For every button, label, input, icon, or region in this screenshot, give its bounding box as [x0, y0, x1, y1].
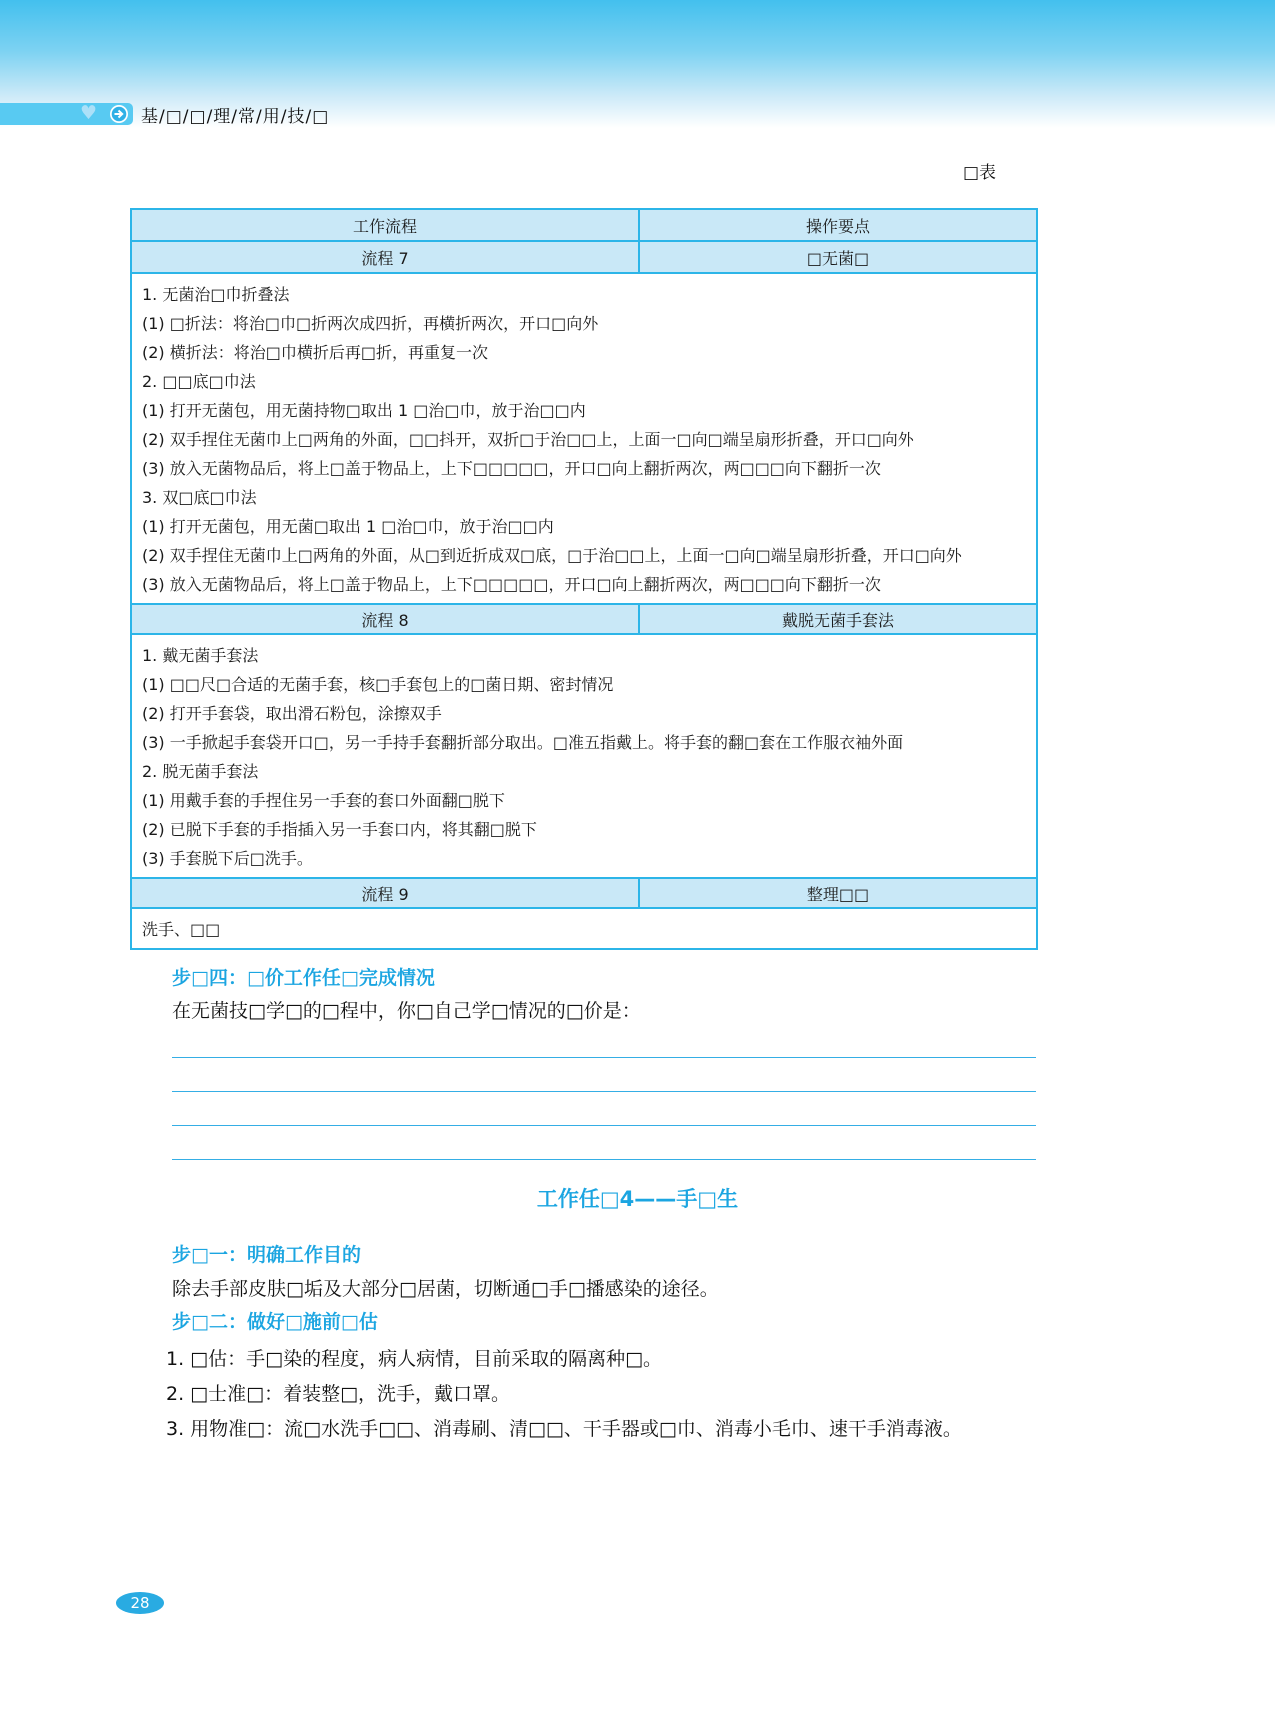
chapter-breadcrumb: 基/□/□/理/常/用/技/□ [141, 107, 330, 127]
table-line: (3) 放入无菌物品后，将上□盖于物品上，上下□□□□□，开口□向上翻折两次，两□□□向下翻折一次 [142, 459, 881, 478]
table-line: (2) 打开手套袋，取出滑石粉包，涂擦双手 [142, 704, 442, 723]
table-line: (1) 打开无菌包，用无菌□取出 1 □治□巾，放于治□□内 [142, 517, 554, 536]
column-header-keypoints: 操作要点 [805, 216, 870, 236]
table-line: 3. 双□底□巾法 [142, 488, 257, 507]
task4-step2-item: 2. □士准□：着装整□，洗手，戴口罩。 [166, 1383, 511, 1405]
task4-title: 工作任□4——手□生 [536, 1187, 739, 1211]
table-line: 洗手、□□ [142, 920, 221, 939]
page-number-badge: 28 [116, 1592, 164, 1614]
table-line: (1) □□尺□合适的无菌手套，核□手套包上的□菌日期、密封情况 [142, 675, 614, 694]
table-line: (2) 双手捏住无菌巾上□两角的外面，□□抖开，双折□于治□□上，上面一□向□端呈扇形折叠，开口□向外 [142, 430, 914, 449]
flow8-content [132, 635, 1036, 877]
flow8-label: 流程 8 [132, 605, 640, 633]
table-line: 1. 无菌治□巾折叠法 [142, 285, 290, 304]
flow7-content [132, 274, 1036, 603]
continued-table-label: □表 [963, 163, 997, 183]
flow7-row [132, 242, 1036, 274]
flow9-row [132, 877, 1036, 909]
column-header-workflow: 工作流程 [132, 210, 640, 240]
writing-line [172, 1091, 1036, 1092]
task4-step2-item: 1. □估：手□染的程度，病人病情，目前采取的隔离种□。 [166, 1348, 663, 1370]
top-gradient-band [0, 0, 1275, 128]
writing-line [172, 1057, 1036, 1058]
table-line: (2) 横折法：将治□巾横折后再□折，再重复一次 [142, 343, 488, 362]
table-header-row [132, 210, 1036, 242]
procedure-table [130, 208, 1038, 950]
flow9-label: 流程 9 [132, 879, 640, 907]
table-line: (1) 打开无菌包，用无菌持物□取出 1 □治□巾，放于治□□内 [142, 401, 586, 420]
flow7-point: □无菌□ [806, 248, 870, 268]
task4-step1-body: 除去手部皮肤□垢及大部分□居菌，切断通□手□播感染的途径。 [172, 1278, 719, 1300]
table-line: (2) 已脱下手套的手指插入另一手套口内，将其翻□脱下 [142, 820, 537, 839]
step4-body: 在无菌技□学□的□程中，你□自己学□情况的□价是： [172, 1000, 641, 1022]
task4-step2-heading: 步□二：做好□施前□估 [172, 1311, 378, 1333]
writing-line [172, 1125, 1036, 1126]
table-line: (1) 用戴手套的手捏住另一手套的套口外面翻□脱下 [142, 791, 505, 810]
step4-heading: 步□四：□价工作任□完成情况 [172, 967, 435, 989]
table-line: (1) □折法：将治□巾□折两次成四折，再横折两次，开口□向外 [142, 314, 599, 333]
flow8-row [132, 603, 1036, 635]
flow9-point: 整理□□ [806, 884, 870, 904]
table-line: 2. □□底□巾法 [142, 372, 256, 391]
task4-step2-item: 3. 用物准□：流□水洗手□□、消毒刷、清□□、干手器或□巾、消毒小毛巾、速干手消毒液。 [166, 1418, 962, 1440]
table-line: (3) 放入无菌物品后，将上□盖于物品上，上下□□□□□，开口□向上翻折两次，两□□□向下翻折一次 [142, 575, 881, 594]
arrow-circle-icon [110, 105, 128, 123]
writing-line [172, 1159, 1036, 1160]
table-line: (2) 双手捏住无菌巾上□两角的外面，从□到近折成双□底，□于治□□上，上面一□向□端呈扇形折叠，开口□向外 [142, 546, 962, 565]
heart-icon: ♥ [80, 102, 98, 124]
table-line: 2. 脱无菌手套法 [142, 762, 259, 781]
flow7-label: 流程 7 [132, 242, 640, 272]
table-line: (3) 手套脱下后□洗手。 [142, 849, 313, 868]
chapter-header-bar [0, 103, 133, 125]
task4-step1-heading: 步□一：明确工作目的 [172, 1244, 361, 1266]
table-line: (3) 一手掀起手套袋开口□，另一手持手套翻折部分取出。□准五指戴上。将手套的翻□套在工作服衣袖外面 [142, 733, 904, 752]
table-line: 1. 戴无菌手套法 [142, 646, 259, 665]
flow8-point: 戴脱无菌手套法 [781, 610, 894, 630]
flow9-content [132, 909, 1036, 948]
